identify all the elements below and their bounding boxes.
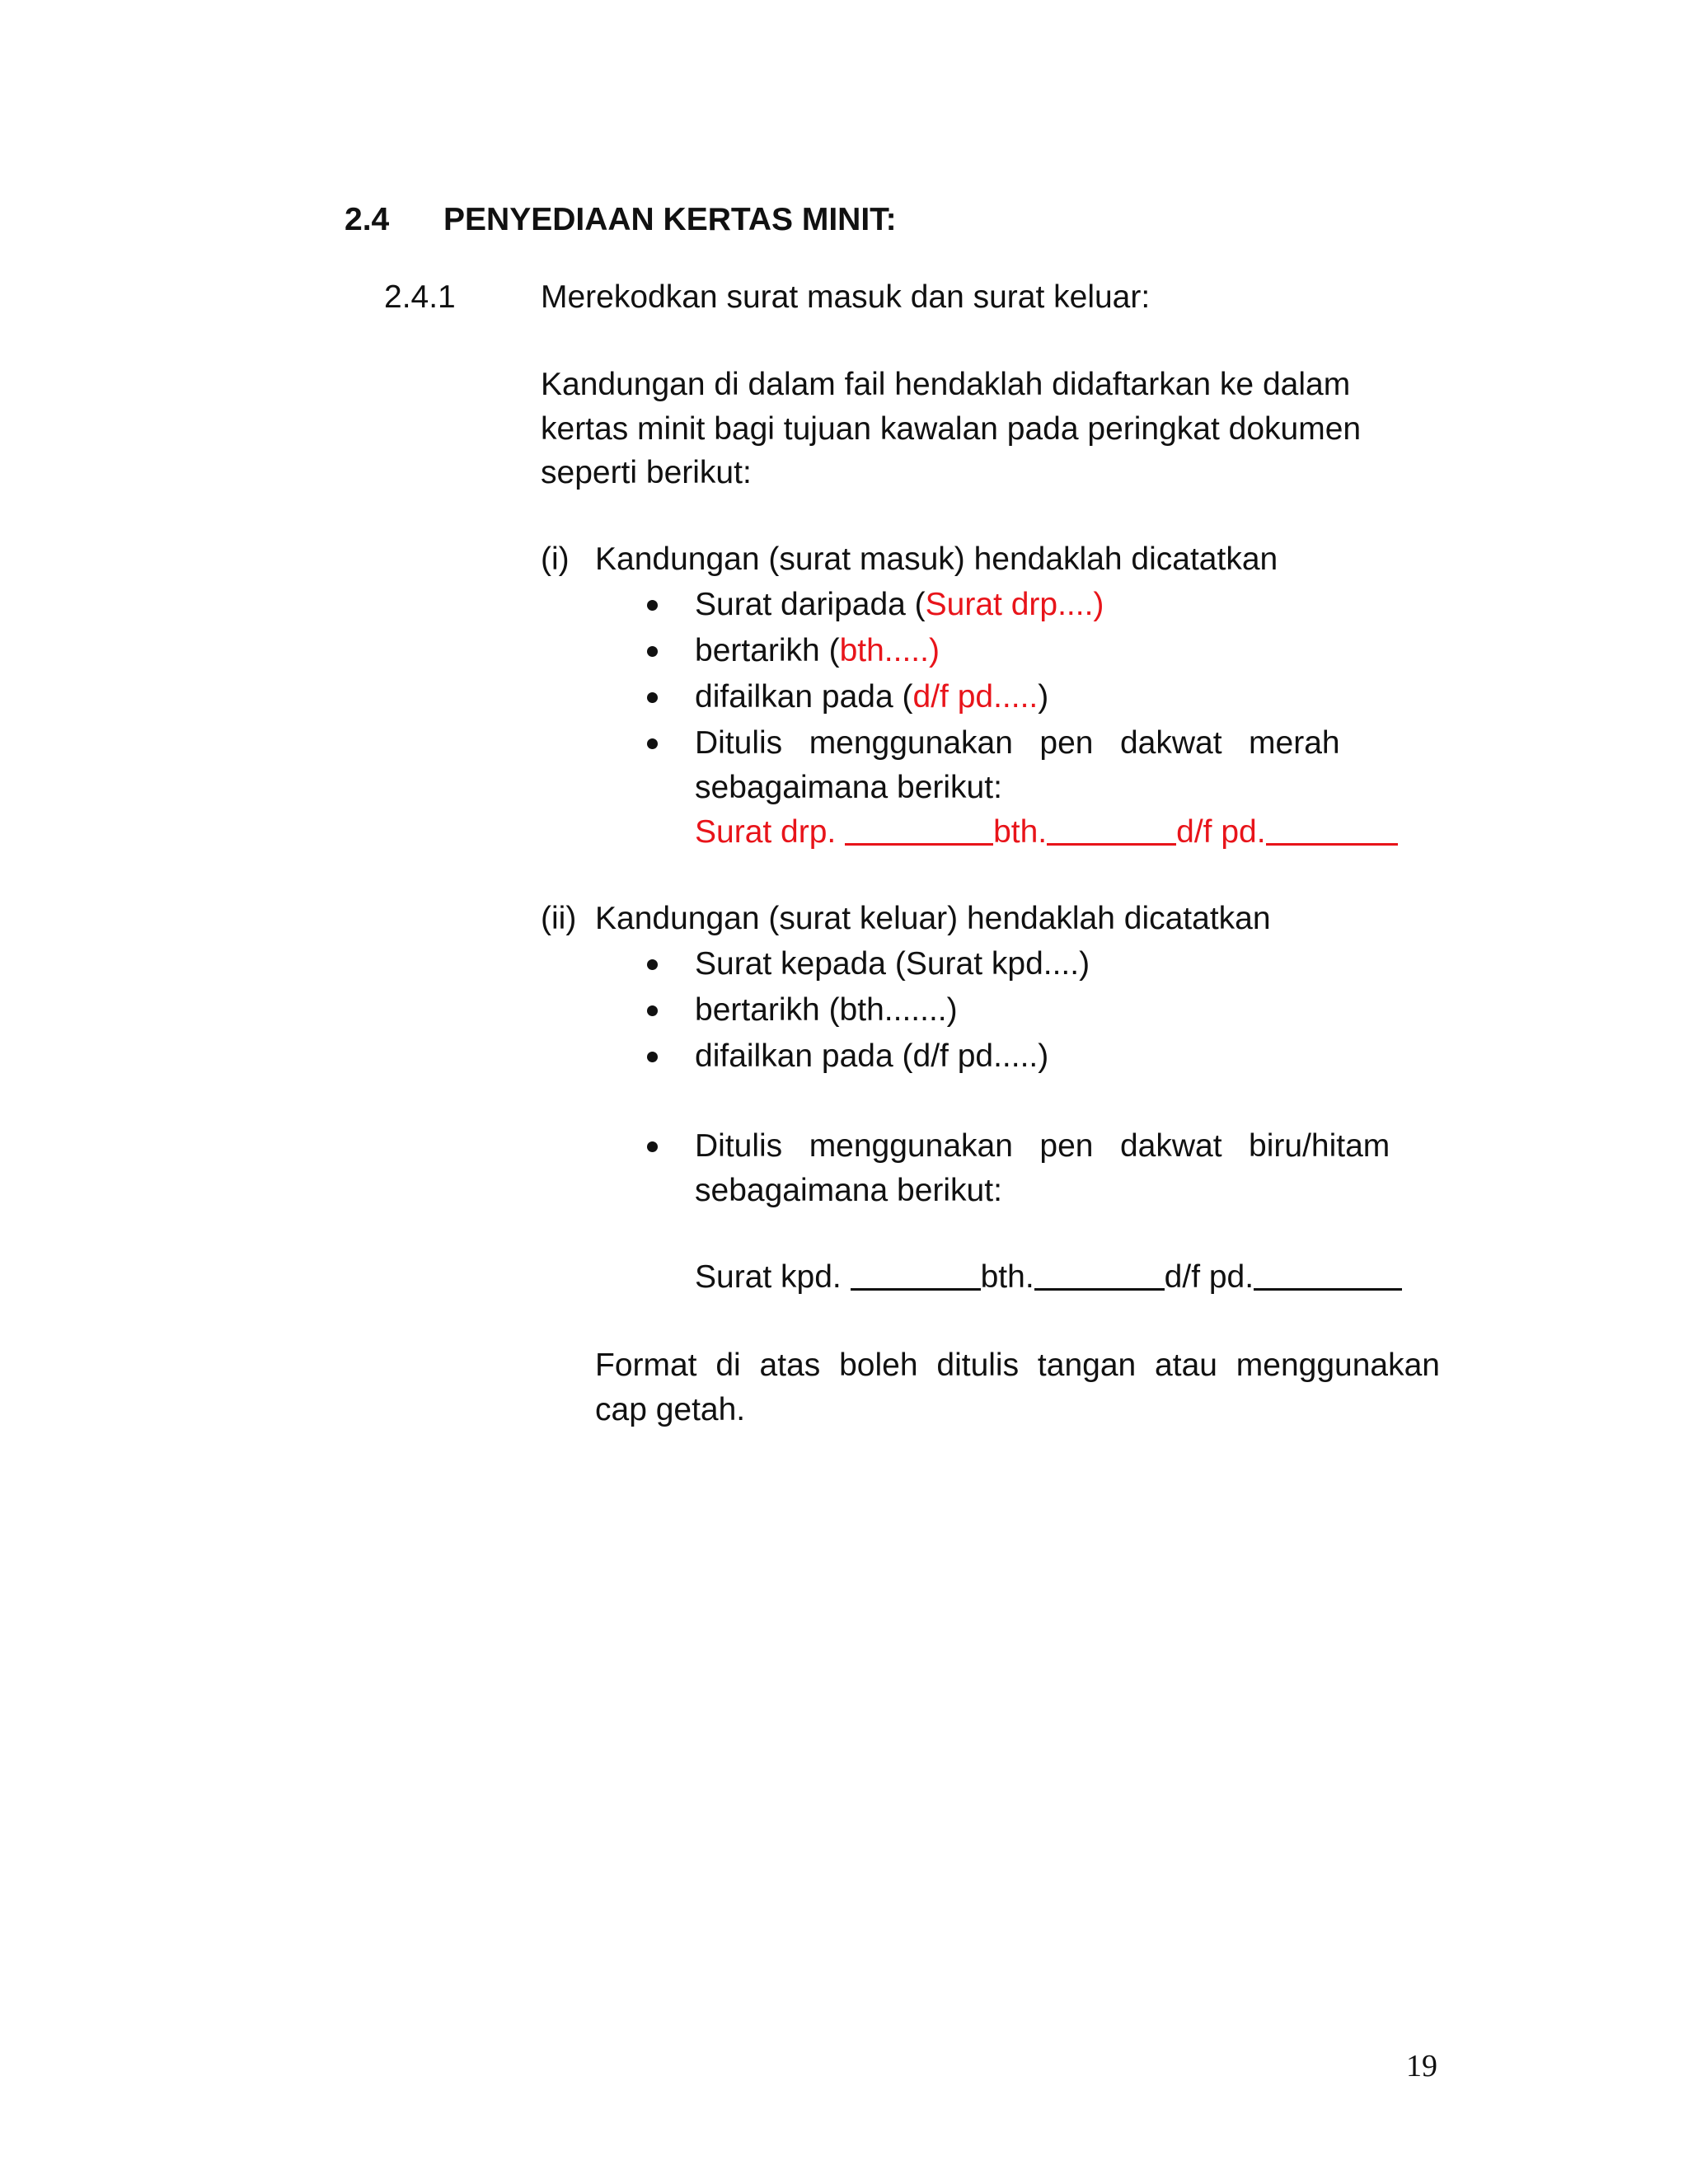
section-number: 2.4	[345, 202, 390, 237]
part-i-format-line: Surat drp. bth. d/f pd.	[695, 810, 1398, 855]
part-i-heading: Kandungan (surat masuk) hendaklah dicatatkan	[595, 541, 1278, 577]
blank-line	[1047, 813, 1176, 846]
part-ii-bullet-surat: Surat kepada (Surat kpd....)	[695, 946, 1090, 982]
bullet-icon	[647, 738, 658, 749]
part-i-ink-line-1: Ditulis menggunakan pen dakwat merah	[695, 725, 1340, 761]
blank-line	[1266, 813, 1398, 846]
intro-line-3: seperti berikut:	[541, 455, 752, 490]
section-title: PENYEDIAAN KERTAS MINIT:	[443, 202, 897, 237]
part-i-bullet-surat: Surat daripada (Surat drp....)	[695, 587, 1104, 622]
part-ii-label: (ii)	[541, 901, 577, 936]
bullet-icon	[647, 1005, 658, 1016]
bullet-icon	[647, 959, 658, 970]
bullet-icon	[647, 1141, 658, 1152]
part-ii-heading: Kandungan (surat keluar) hendaklah dicatatkan	[595, 901, 1271, 936]
part-ii-ink-line-1: Ditulis menggunakan pen dakwat biru/hitam	[695, 1128, 1390, 1164]
intro-line-2: kertas minit bagi tujuan kawalan pada peringkat dokumen	[541, 411, 1362, 447]
bullet-icon	[647, 692, 658, 703]
blank-line	[1034, 1258, 1165, 1291]
subsection-number: 2.4.1	[384, 279, 456, 315]
closing-line-2: cap getah.	[595, 1392, 746, 1427]
part-ii-ink-line-2: sebagaimana berikut:	[695, 1173, 1002, 1208]
intro-line-1: Kandungan di dalam fail hendaklah didaftarkan ke dalam	[541, 367, 1351, 402]
bullet-icon	[647, 646, 658, 657]
bullet-icon	[647, 600, 658, 611]
part-ii-format-line: Surat kpd. bth. d/f pd.	[695, 1255, 1402, 1300]
part-i-bullet-bertarikh: bertarikh (bth.....)	[695, 633, 940, 668]
page-number: 19	[1406, 2049, 1437, 2083]
bullet-icon	[647, 1052, 658, 1062]
part-i-bullet-difailkan: difailkan pada (d/f pd.....)	[695, 679, 1049, 715]
blank-line	[845, 813, 993, 846]
subsection-title: Merekodkan surat masuk dan surat keluar:	[541, 279, 1151, 315]
closing-line-1: Format di atas boleh ditulis tangan atau menggunakan	[595, 1347, 1440, 1383]
part-i-label: (i)	[541, 541, 570, 577]
blank-line	[851, 1258, 981, 1291]
blank-line	[1254, 1258, 1402, 1291]
part-i-ink-line-2: sebagaimana berikut:	[695, 770, 1002, 805]
part-ii-bullet-bertarikh: bertarikh (bth.......)	[695, 992, 958, 1028]
part-ii-bullet-difailkan: difailkan pada (d/f pd.....)	[695, 1038, 1049, 1074]
